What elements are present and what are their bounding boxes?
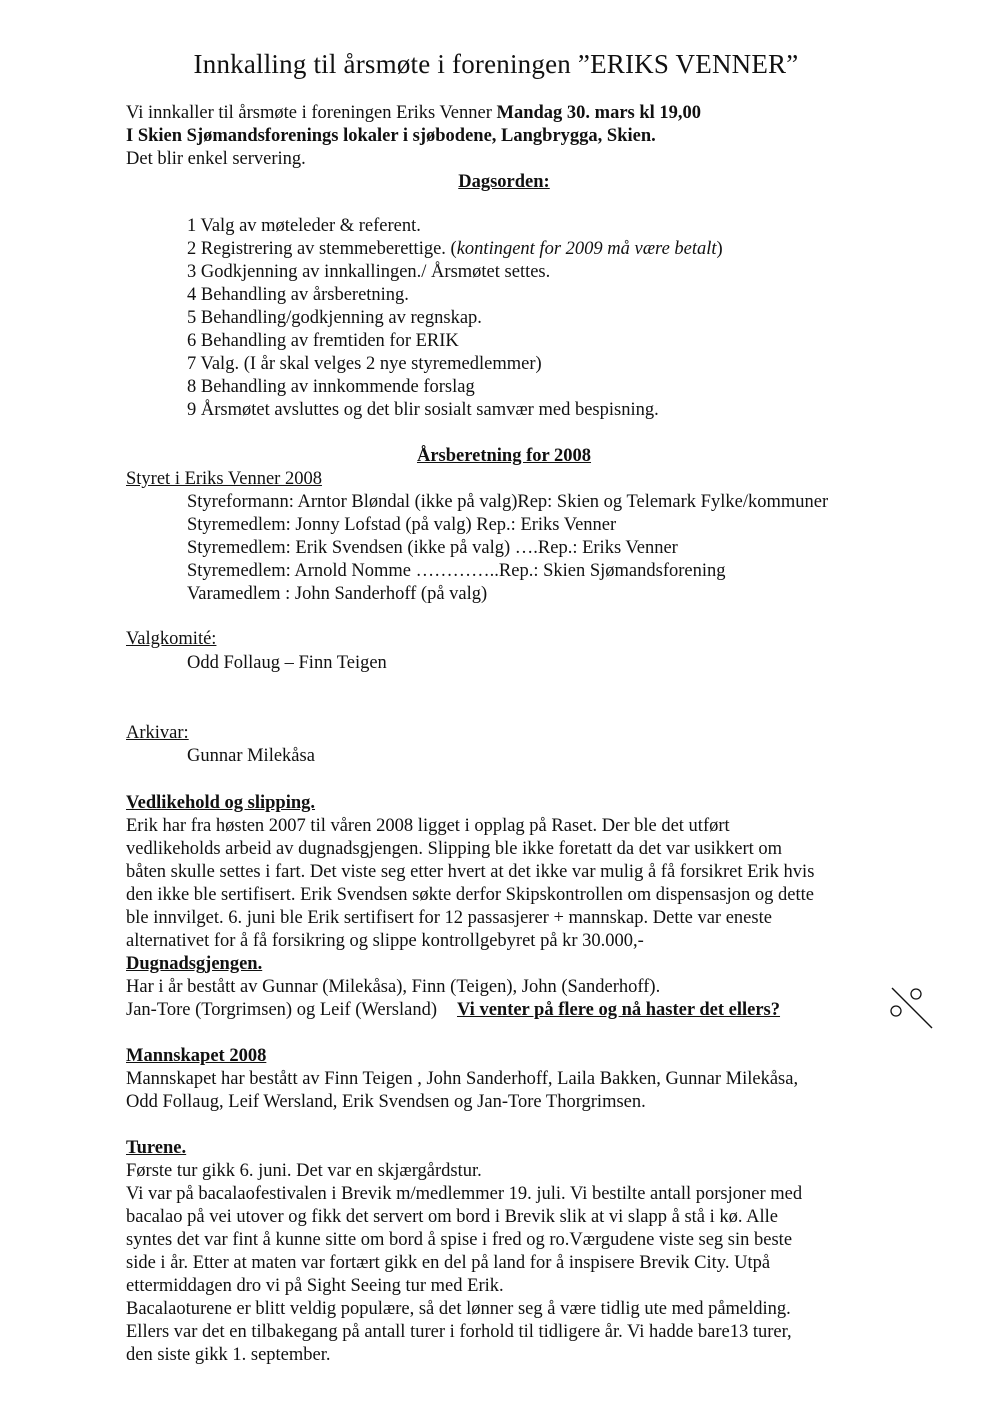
board-list	[187, 491, 828, 606]
nomination-committee-members: Odd Follaug – Finn Teigen	[187, 653, 387, 673]
paragraph-line: Bacalaoturene er blitt veldig populære, så det lønner seg å være tidlig ute med påmelding.	[126, 1299, 791, 1319]
paragraph-line: Første tur gikk 6. juni. Det var en skjærgårdstur.	[126, 1161, 482, 1181]
volunteers-names: Jan-Tore (Torgrimsen) og Leif (Wersland)	[126, 1000, 437, 1020]
board-member: Varamedlem : John Sanderhoff (på valg)	[187, 584, 488, 604]
paragraph-line: Vi var på bacalaofestivalen i Brevik m/medlemmer 19. juli. Vi bestilte antall porsjoner med	[126, 1184, 803, 1204]
intro-text: Vi innkaller til årsmøte i foreningen Eriks Venner	[126, 103, 497, 123]
membership-fee-note: kontingent for 2009 må være betalt	[456, 239, 717, 259]
nomination-committee-label: Valgkomité:	[126, 629, 217, 649]
paragraph-line: båten skulle settes i fart. Det viste seg etter hvert at det ikke var mulig å få forsikret Erik hvis	[126, 862, 815, 882]
paragraph-line: Ellers var det en tilbakegang på antall turer i forhold til tidligere år. Vi hadde bare13 turer,	[126, 1322, 792, 1342]
paragraph-line: den ikke ble sertifisert. Erik Svendsen søkte derfor Skipskontrollen om dispensasjon og dette	[126, 885, 814, 905]
volunteers-call: Vi venter på flere og nå haster det ellers?	[457, 1000, 781, 1020]
agenda-item: 7 Valg. (I år skal velges 2 nye styremedlemmer)	[187, 354, 542, 374]
agenda-item: 8 Behandling av innkommende forslag	[187, 377, 475, 397]
board-label: Styret i Eriks Venner 2008	[126, 469, 322, 489]
board-member: Styremedlem: Erik Svendsen (ikke på valg) ….Rep.: Eriks Venner	[187, 538, 678, 558]
archivist-label: Arkivar:	[126, 723, 189, 743]
paragraph-line: Har i år bestått av Gunnar (Milekåsa), Finn (Teigen), John (Sanderhoff).	[126, 977, 661, 997]
agenda-item-text: 2 Registrering av stemmeberettige. (	[187, 239, 457, 259]
paragraph-line: vedlikeholds arbeid av dugnadsgjengen. Slipping ble ikke foretatt da det var usikkert om	[126, 839, 783, 859]
agenda-list	[187, 215, 723, 422]
agenda-item: 1 Valg av møteleder & referent.	[187, 216, 421, 236]
agenda-item: 9 Årsmøtet avsluttes og det blir sosialt samvær med bespisning.	[187, 400, 659, 420]
agenda-item: 4 Behandling av årsberetning.	[187, 285, 409, 305]
paragraph-line: bacalao på vei utover og fikk det servert om bord i Brevik slik at vi slapp å stå i kø. Alle	[126, 1207, 778, 1227]
board-member: Styremedlem: Jonny Lofstad (på valg) Rep.: Eriks Venner	[187, 515, 617, 535]
paragraph-line: Odd Follaug, Leif Wersland, Erik Svendsen og Jan-Tore Thorgrimsen.	[126, 1092, 646, 1112]
crew-paragraph	[126, 1068, 886, 1114]
meeting-location: I Skien Sjømandsforenings lokaler i sjøbodene, Langbrygga, Skien.	[126, 126, 656, 146]
volunteers-heading: Dugnadsgjengen.	[126, 954, 263, 974]
paragraph-line: Erik har fra høsten 2007 til våren 2008 ligget i opplag på Raset. Der ble det utført	[126, 816, 730, 836]
agenda-item: 5 Behandling/godkjenning av regnskap.	[187, 308, 482, 328]
percent-mark-icon	[886, 984, 936, 1032]
serving-note: Det blir enkel servering.	[126, 149, 306, 169]
agenda-item: 6 Behandling av fremtiden for ERIK	[187, 331, 459, 351]
paragraph-line: ble innvilget. 6. juni ble Erik sertifisert for 12 passasjerer + mannskap. Dette var eneste	[126, 908, 772, 928]
volunteers-paragraph	[126, 976, 886, 1022]
trips-paragraph	[126, 1160, 886, 1367]
paragraph-line: syntes det var fint å kunne sitte om bord å spise i fred og ro.Værgudene viste seg sin beste	[126, 1230, 793, 1250]
agenda-item: 3 Godkjenning av innkallingen./ Årsmøtet settes.	[187, 262, 551, 282]
document-title: Innkalling til årsmøte i foreningen ”ERIKS VENNER”	[193, 49, 799, 79]
maintenance-paragraph	[126, 815, 886, 953]
agenda-item	[187, 238, 723, 261]
trips-heading: Turene.	[126, 1138, 187, 1158]
meeting-date: Mandag 30. mars kl 19,00	[496, 103, 702, 123]
agenda-heading: Dagsorden:	[458, 172, 550, 192]
invitation-intro	[126, 102, 906, 171]
paragraph-line: side i år. Etter at maten var fortært gikk en del på land for å inspisere Brevik City. Utpå	[126, 1253, 771, 1273]
intro-line-1	[126, 102, 906, 125]
annual-report-heading: Årsberetning for 2008	[416, 446, 592, 466]
crew-heading: Mannskapet 2008	[126, 1046, 267, 1066]
board-member: Styremedlem: Arnold Nomme …………..Rep.: Skien Sjømandsforening	[187, 561, 726, 581]
paragraph-line: ettermiddagen dro vi på Sight Seeing tur med Erik.	[126, 1276, 504, 1296]
maintenance-heading: Vedlikehold og slipping.	[126, 793, 316, 813]
paragraph-line: alternativet for å få forsikring og slippe kontrollgebyret på kr 30.000,-	[126, 931, 644, 951]
paragraph-line	[126, 999, 886, 1022]
board-member: Styreformann: Arntor Bløndal (ikke på valg)Rep: Skien og Telemark Fylke/kommuner	[187, 492, 829, 512]
paragraph-line: den siste gikk 1. september.	[126, 1345, 331, 1365]
agenda-item-close: )	[716, 239, 723, 259]
archivist-name: Gunnar Milekåsa	[187, 746, 315, 766]
paragraph-line: Mannskapet har bestått av Finn Teigen , John Sanderhoff, Laila Bakken, Gunnar Milekåsa,	[126, 1069, 799, 1089]
